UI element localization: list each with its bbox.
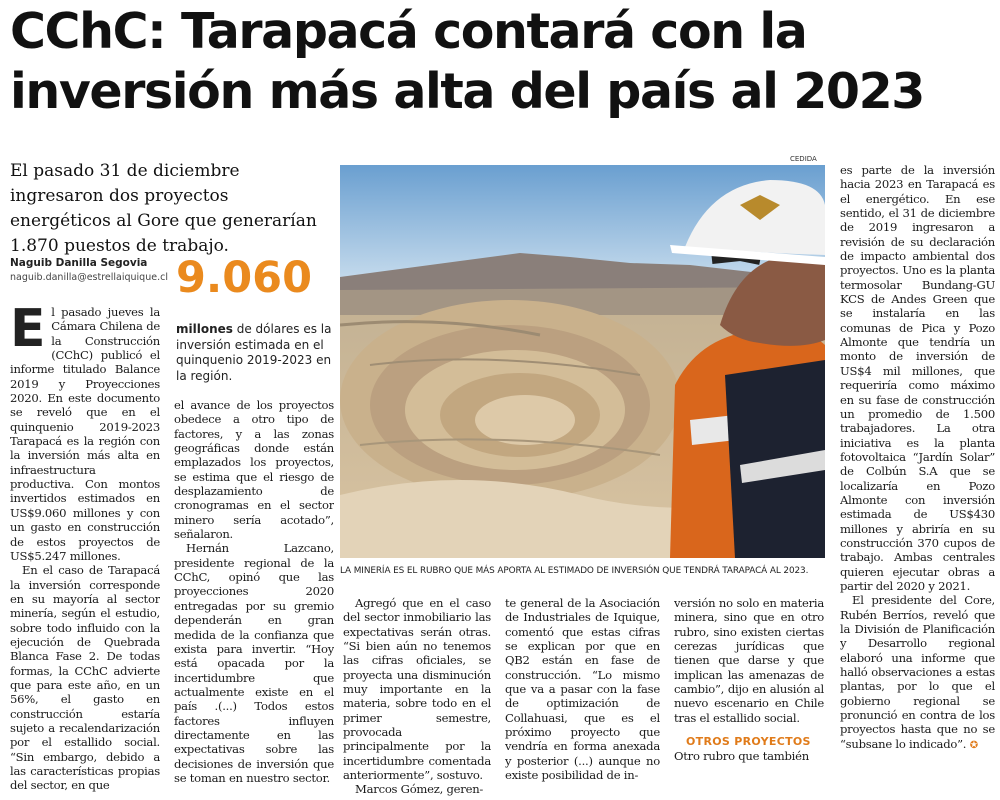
stat-caption-bold: millones: [176, 322, 233, 336]
paragraph: [840, 593, 995, 753]
paragraph: Agregó que en el caso del sector inmobiliario las expectativas serán otras. “Si bien aún no tenemos las cifras oficiales, se proyecta una disminución muy importante en la materia, sobre todo en el primer semestre, provocada principalmente por la incertidumbre comentada anteriormente”, sostuvo.: [343, 596, 491, 783]
stat-caption: [176, 322, 336, 384]
paragraph: el avance de los proyectos obedece a otro tipo de factores, y a las zonas geográficas donde están emplazados los proyectos, se estima que el riesgo de desplazamiento de cronogramas en el sector minero sería acotado”, señalaron.: [174, 398, 334, 542]
column-2: [174, 398, 334, 800]
deck-subtitle: El pasado 31 de diciembre ingresaron dos proyectos energéticos al Gore que generarían 1.870 puestos de trabajo.: [10, 161, 317, 256]
paragraph: En el caso de Tarapacá la inversión corresponde en su mayoría al sector minería, según el estudio, sobre todo influido con la ejecución de Quebrada Blanca Fase 2. De todas formas, la CChC advierte que para este año, en un 56%, el gasto en construcción estaría sujeto a recalendarización por el estallido social. “Sin embargo, debido a las características propias del sector, en que: [10, 563, 160, 793]
paragraph: te general de la Asociación de Industriales de Iquique, comentó que estas cifras se explican por que en QB2 están en fase de construcción. “Lo mismo que va a pasar con la fase de optimización de Collahuasi, que es el próximo proyecto que vendría en forma anexada y posterior (...) aunque no existe posibilidad de in-: [505, 596, 660, 783]
paragraph: versión no solo en materia minera, sino que en otro rubro, sino existen ciertas cerezas jurídicas que tienen que darse y que implican las amenazas de cambio”, dijo en alusión al nuevo escenario en Chile tras el estallido social.: [674, 596, 824, 725]
photo-credit: CEDIDA: [790, 155, 817, 163]
photo-caption: LA MINERÍA ES EL RUBRO QUE MÁS APORTA AL ESTIMADO DE INVERSIÓN QUE TENDRÁ TARAPACÁ AL 2023.: [340, 566, 809, 576]
paragraph-text: El presidente del Core, Rubén Berríos, reveló que la División de Planificación y Desarrollo regional elaboró una informe que halló observaciones a estas plantas, por lo que el gobierno regional se pronunció en contra de los proyectos hasta que no se “subsane lo indicado”.: [840, 593, 995, 751]
paragraph-text: l pasado jueves la Cámara Chilena de la Construcción (CChC) publicó el informe titulado Balance 2019 y Proyecciones 2020. En este documento se reveló que en el quinquenio 2019-2023 Tarapacá es la región con la inversión más alta en infraestructura productiva. Con montos invertidos estimados en US$9.060 millones y con un gasto en construcción de estos proyectos de US$5.247 millones.: [10, 305, 160, 563]
column-5: [674, 596, 824, 800]
mine-photo-illustration: [340, 165, 825, 558]
stat-caption-text: de dólares es la inversión estimada en el quinquenio 2019-2023 en la región.: [176, 322, 332, 383]
author-email[interactable]: naguib.danilla@estrellaiquique.cl: [10, 272, 168, 283]
drop-cap: E: [10, 305, 46, 359]
end-mark-icon: ✪: [969, 739, 978, 751]
paragraph: Marcos Gómez, geren-: [355, 782, 484, 797]
paragraph: es parte de la inversión hacia 2023 en Tarapacá es el energético. En ese sentido, el 31 de diciembre de 2019 ingresaron a revisión de su declaración de impacto ambiental dos proyectos. Uno es la planta termosolar Bundang-GU KCS de Andes Green que se instalaría en las comunas de Pica y Pozo Almonte que tendría un monto de inversión de US$4 mil millones, que requeriría como máximo en su fase de construcción un promedio de 1.500 trabajadores. La otra iniciativa es la planta fotovoltaica “Jardín Solar” de Colbún S.A que se localizaría en Pozo Almonte con inversión estimada de US$430 millones y abriría en su construcción 370 cupos de trabajo. Ambas centrales quieren ejecutar obras a partir del 2020 y 2021.: [840, 163, 995, 593]
stat-number: 9.060: [176, 253, 313, 303]
column-3: [343, 596, 491, 800]
paragraph: Otro rubro que también: [674, 749, 809, 764]
section-heading: OTROS PROYECTOS: [686, 735, 811, 749]
column-1: [10, 305, 160, 800]
column-6: [840, 163, 995, 800]
column-4: [505, 596, 660, 800]
author-name: Naguib Danilla Segovia: [10, 257, 148, 269]
headline: CChC: Tarapacá contará con la inversión más alta del país al 2023: [10, 3, 924, 120]
paragraph: Hernán Lazcano, presidente regional de la CChC, opinó que las proyecciones 2020 entregadas por su gremio dependerán en gran medida de la confianza que exista para invertir. “Hoy está opacada por la incertidumbre que actualmente existe en el país .(...) Todos estos factores influyen directamente en las expectativas sobre las decisiones de inversión que se toman en nuestro sector.: [174, 541, 334, 785]
paragraph: [10, 305, 160, 563]
mine-photo: [340, 165, 825, 558]
